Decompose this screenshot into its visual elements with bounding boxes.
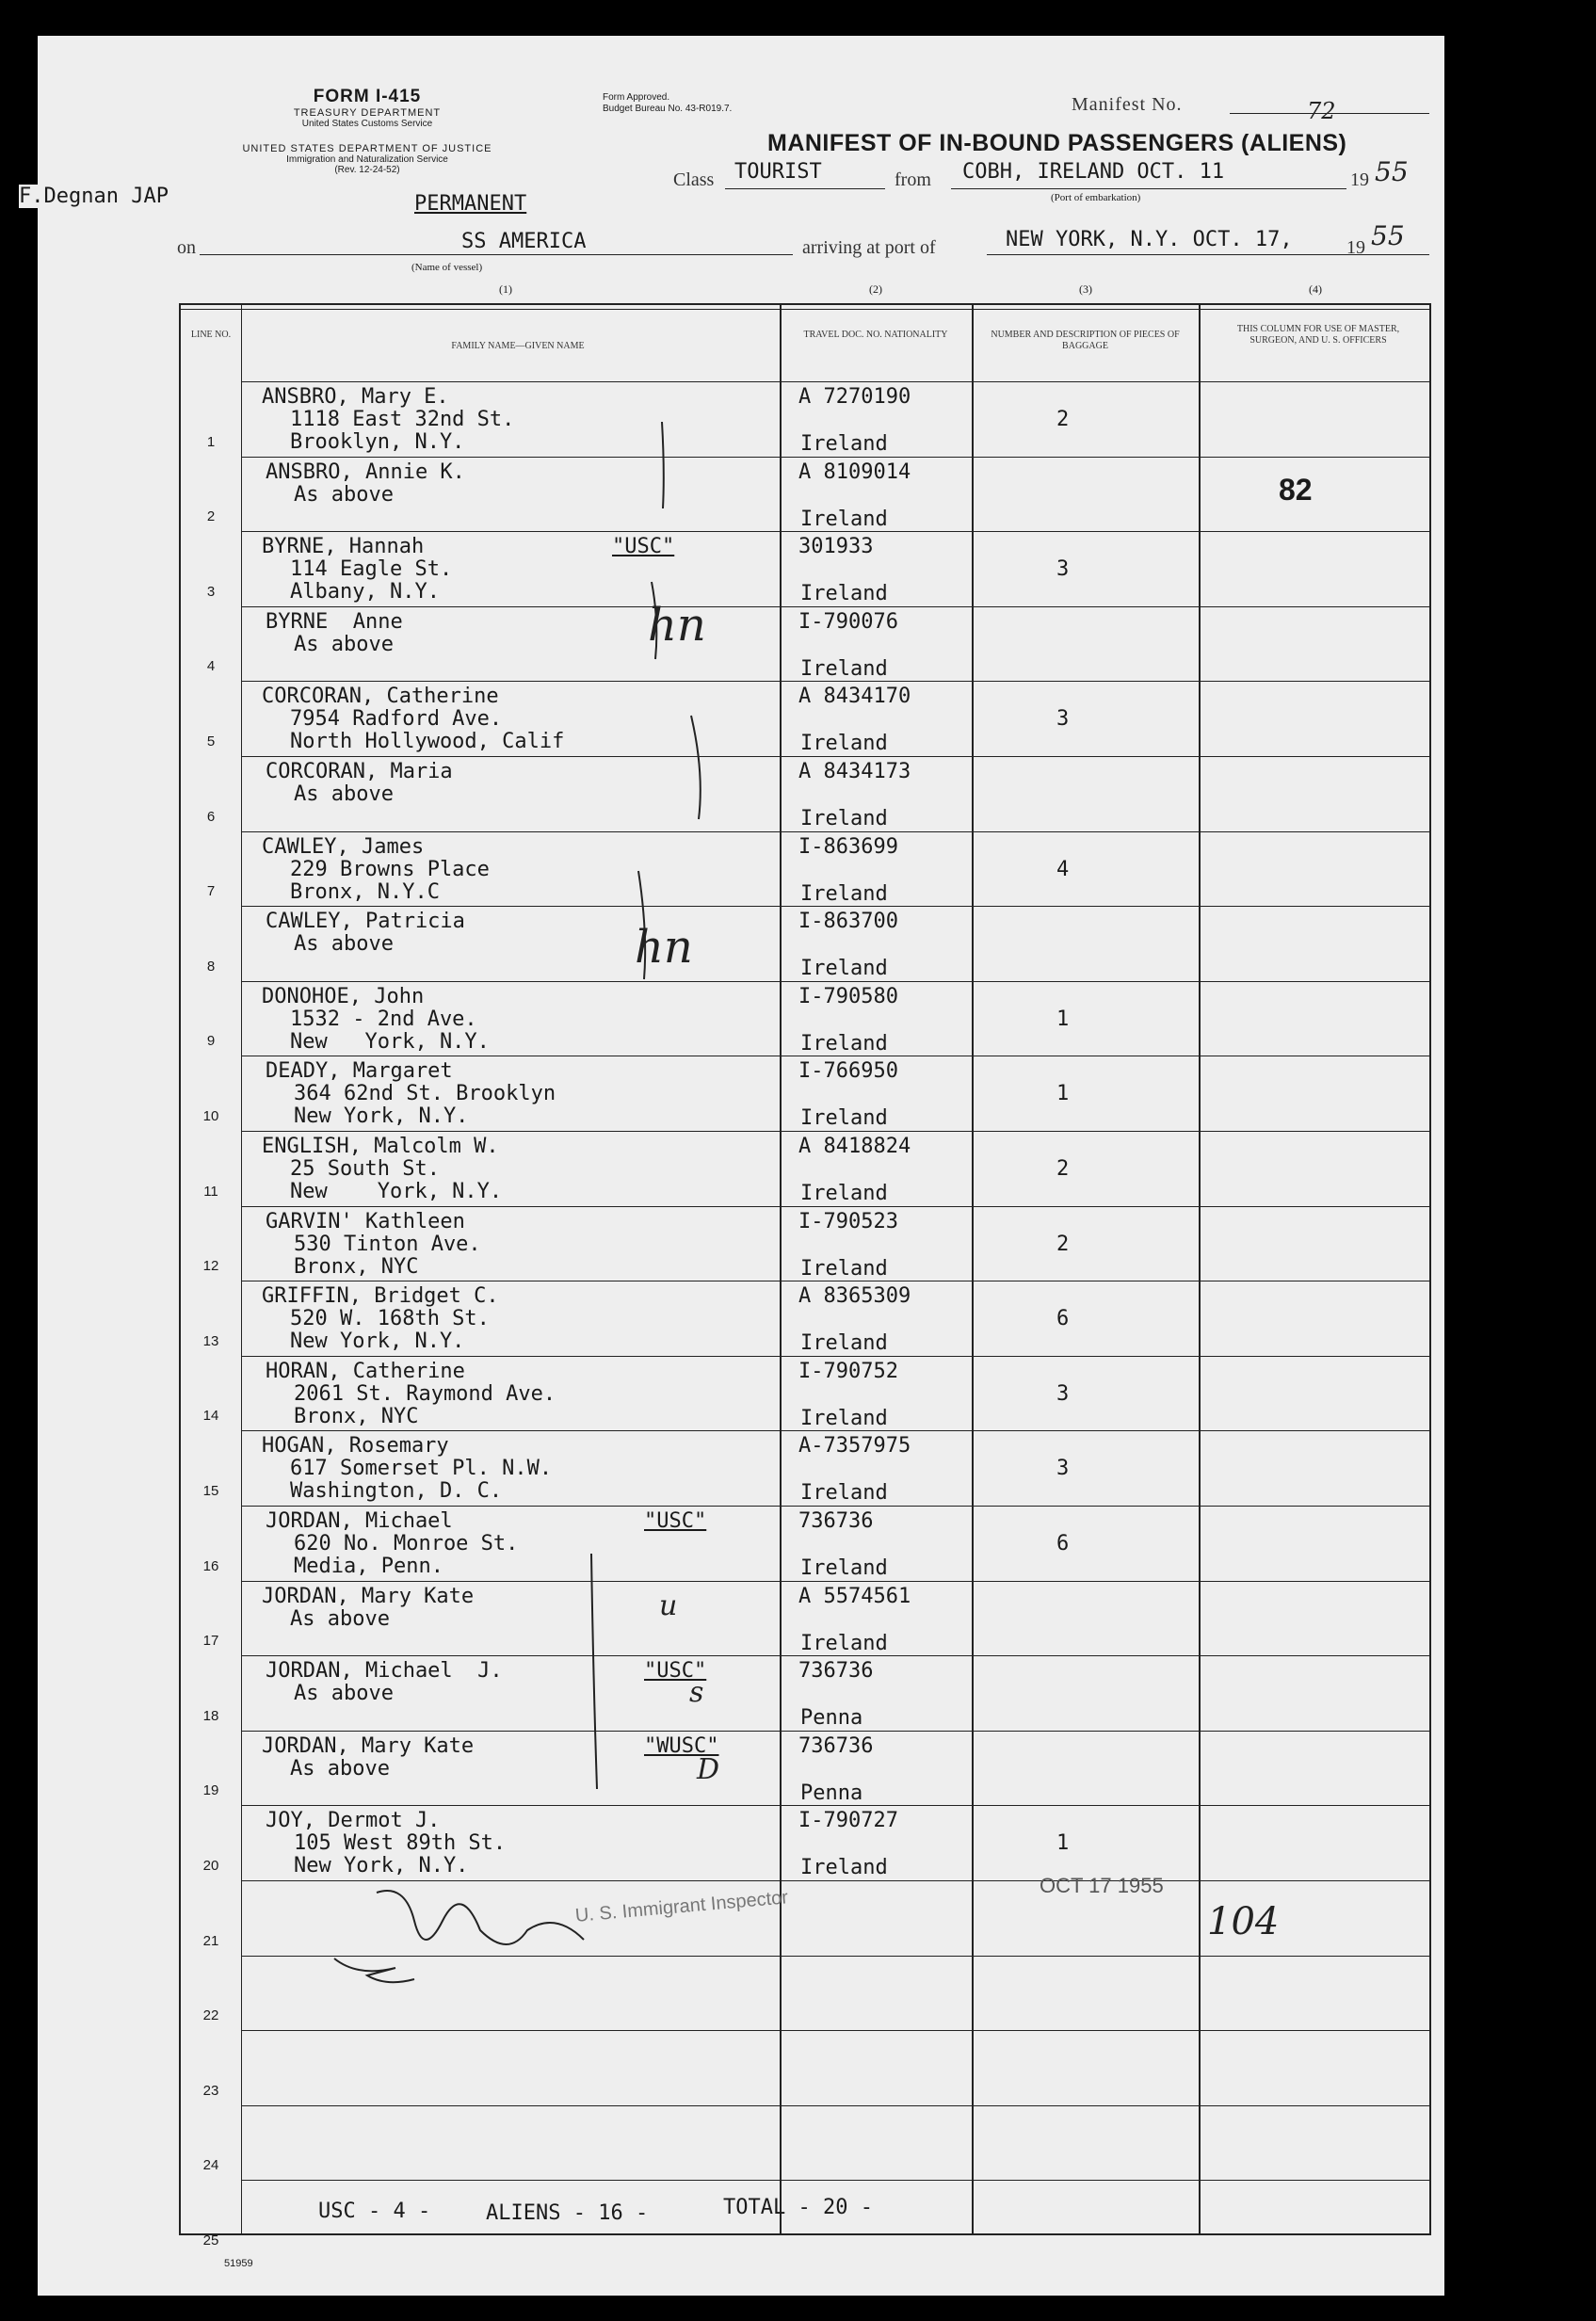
total-usc: USC - 4 -: [318, 2200, 431, 2223]
passenger-name: ENGLISH, Malcolm W.: [262, 1135, 499, 1158]
passenger-name: ANSBRO, Annie K.: [266, 460, 465, 484]
year-prefix: 19: [1350, 169, 1369, 190]
baggage-count: 3: [1056, 1457, 1070, 1480]
passenger-addr2: Bronx, NYC: [294, 1255, 419, 1279]
baggage-count: 2: [1056, 408, 1070, 431]
baggage-count: 6: [1056, 1307, 1070, 1330]
inspector-note: F.Degnan JAP: [19, 185, 169, 208]
line-number: 25: [202, 2232, 219, 2248]
passenger-name: JORDAN, Mary Kate: [262, 1734, 475, 1758]
baggage-count: 1: [1056, 1831, 1070, 1855]
permanent-label: PERMANENT: [414, 192, 527, 216]
passenger-addr1: As above: [294, 782, 394, 806]
passenger-name: HORAN, Catherine: [266, 1360, 465, 1383]
officer-mark: 82: [1279, 473, 1313, 507]
total-aliens: ALIENS - 16 -: [486, 2201, 649, 2225]
travel-doc-no: 736736: [798, 1734, 874, 1758]
passenger-addr1: 1118 East 32nd St.: [290, 408, 515, 431]
nationality: Ireland: [800, 1032, 888, 1056]
passenger-addr2: New York, N.Y.: [290, 1180, 503, 1203]
year2-prefix: 19: [1346, 237, 1365, 258]
passenger-name: GARVIN' Kathleen: [266, 1210, 465, 1233]
baggage-count: 3: [1056, 557, 1070, 581]
passenger-addr2: Media, Penn.: [294, 1555, 443, 1578]
header-name: FAMILY NAME—GIVEN NAME: [451, 341, 585, 351]
nationality: Ireland: [800, 1632, 888, 1655]
travel-doc-no: A 5574561: [798, 1585, 911, 1608]
nationality: Ireland: [800, 1407, 888, 1430]
passenger-addr1: 620 No. Monroe St.: [294, 1532, 519, 1555]
passenger-addr2: Bronx, NYC: [294, 1405, 419, 1428]
class-value: TOURIST: [734, 160, 822, 184]
header-travel-doc: TRAVEL DOC. NO. NATIONALITY: [803, 330, 948, 340]
header-line-no: LINE NO.: [190, 330, 232, 340]
arriving-value: NEW YORK, N.Y. OCT. 17,: [1006, 228, 1293, 251]
passenger-addr2: Brooklyn, N.Y.: [290, 430, 465, 454]
nationality: Penna: [800, 1781, 863, 1805]
handwritten-104: 104: [1207, 1900, 1280, 1943]
approval-line1: Form Approved.: [603, 92, 670, 103]
citizen-tag: "USC": [644, 1659, 707, 1683]
handwritten-hn-2: hn: [635, 921, 693, 974]
total-all: TOTAL - 20 -: [723, 2196, 873, 2219]
dept-customs: United States Customs Service: [301, 119, 433, 129]
nationality: Ireland: [800, 1182, 888, 1205]
col-num-1: (1): [499, 282, 512, 296]
line-number: 14: [202, 1408, 219, 1424]
line-number: 8: [206, 959, 216, 975]
travel-doc-no: A 8109014: [798, 460, 911, 484]
passenger-addr1: 105 West 89th St.: [294, 1831, 507, 1855]
passenger-name: BYRNE Anne: [266, 610, 403, 634]
arriving-label: arriving at port of: [802, 237, 936, 258]
nationality: Ireland: [800, 1481, 888, 1505]
passenger-name: JORDAN, Mary Kate: [262, 1585, 475, 1608]
baggage-count: 3: [1056, 707, 1070, 731]
travel-doc-no: I-766950: [798, 1059, 898, 1083]
passenger-name: HOGAN, Rosemary: [262, 1434, 449, 1458]
stamp-date: OCT 17 1955: [1040, 1874, 1164, 1897]
travel-doc-no: I-863699: [798, 835, 898, 859]
line-number: 19: [202, 1782, 219, 1798]
passenger-name: DONOHOE, John: [262, 985, 425, 1008]
year-value: 55: [1375, 156, 1409, 187]
travel-doc-no: 301933: [798, 535, 874, 558]
on-label: on: [177, 237, 196, 258]
passenger-name: CAWLEY, James: [262, 835, 425, 859]
baggage-count: 2: [1056, 1157, 1070, 1181]
passenger-addr1: 364 62nd St. Brooklyn: [294, 1082, 556, 1105]
approval-line2: Budget Bureau No. 43-R019.7.: [603, 104, 733, 114]
passenger-addr1: 2061 St. Raymond Ave.: [294, 1382, 556, 1406]
handwritten-d: D: [697, 1753, 720, 1786]
manifest-no-label: Manifest No.: [1072, 94, 1183, 115]
travel-doc-no: I-790752: [798, 1360, 898, 1383]
line-number: 4: [206, 658, 216, 674]
form-revision: (Rev. 12-24-52): [334, 165, 400, 175]
line-number: 12: [202, 1258, 219, 1274]
line-number: 17: [202, 1633, 219, 1649]
line-number: 11: [203, 1184, 218, 1200]
vessel-caption: (Name of vessel): [411, 262, 483, 273]
header-baggage: NUMBER AND DESCRIPTION OF PIECES OF BAGGAGE: [991, 330, 1180, 351]
passenger-name: CORCORAN, Maria: [266, 760, 453, 783]
col-num-4: (4): [1309, 282, 1322, 296]
line-number: 5: [206, 733, 216, 749]
dept-justice: UNITED STATES DEPARTMENT OF JUSTICE: [242, 143, 492, 154]
passenger-name: BYRNE, Hannah: [262, 535, 425, 558]
line-number: 15: [202, 1483, 219, 1499]
passenger-addr2: Washington, D. C.: [290, 1479, 503, 1503]
baggage-count: 6: [1056, 1532, 1070, 1555]
passenger-name: JORDAN, Michael: [266, 1509, 453, 1533]
nationality: Ireland: [800, 582, 888, 605]
baggage-count: 4: [1056, 858, 1070, 881]
travel-doc-no: 736736: [798, 1659, 874, 1683]
line-number: 22: [202, 2007, 219, 2023]
nationality: Ireland: [800, 1331, 888, 1355]
baggage-count: 1: [1056, 1007, 1070, 1031]
passenger-addr1: As above: [294, 633, 394, 656]
passenger-name: GRIFFIN, Bridget C.: [262, 1284, 499, 1308]
passenger-addr1: As above: [294, 1682, 394, 1705]
travel-doc-no: A 8434173: [798, 760, 911, 783]
nationality: Ireland: [800, 807, 888, 830]
inspector-stamp: U. S. Immigrant Inspector: [574, 1887, 789, 1926]
citizen-tag: "USC": [644, 1509, 707, 1533]
passenger-name: CAWLEY, Patricia: [266, 910, 465, 933]
baggage-count: 3: [1056, 1382, 1070, 1406]
passenger-addr1: As above: [290, 1607, 390, 1631]
line-number: 9: [206, 1033, 216, 1049]
passenger-addr2: New York, N.Y.: [294, 1854, 469, 1878]
passenger-addr1: As above: [294, 932, 394, 956]
travel-doc-no: I-863700: [798, 910, 898, 933]
passenger-addr1: 530 Tinton Ave.: [294, 1233, 481, 1256]
header-officers: THIS COLUMN FOR USE OF MASTER, SURGEON, AND U. S. OFFICERS: [1236, 324, 1400, 346]
manifest-no-value: 72: [1307, 98, 1336, 124]
passenger-addr2: Albany, N.Y.: [290, 580, 440, 604]
handwritten-hn-1: hn: [648, 599, 706, 652]
line-number: 1: [206, 434, 216, 450]
nationality: Ireland: [800, 657, 888, 681]
travel-doc-no: A-7357975: [798, 1434, 911, 1458]
passenger-addr2: New York, N.Y.: [294, 1104, 469, 1128]
line-number: 23: [202, 2083, 219, 2099]
nationality: Ireland: [800, 1106, 888, 1130]
line-number: 18: [202, 1708, 219, 1724]
travel-doc-no: I-790076: [798, 610, 898, 634]
passenger-name: DEADY, Margaret: [266, 1059, 453, 1083]
passenger-addr1: 617 Somerset Pl. N.W.: [290, 1457, 553, 1480]
nationality: Ireland: [800, 432, 888, 456]
passenger-name: JORDAN, Michael J.: [266, 1659, 503, 1683]
from-value: COBH, IRELAND OCT. 11: [962, 160, 1225, 184]
passenger-addr1: 229 Browns Place: [290, 858, 490, 881]
from-label: from: [895, 169, 931, 190]
passenger-addr2: North Hollywood, Calif: [290, 730, 565, 753]
travel-doc-no: I-790523: [798, 1210, 898, 1233]
passenger-addr2: New York, N.Y.: [290, 1330, 465, 1353]
passenger-name: CORCORAN, Catherine: [262, 685, 499, 708]
travel-doc-no: A 8365309: [798, 1284, 911, 1308]
nationality: Ireland: [800, 508, 888, 531]
year2-value: 55: [1371, 220, 1405, 251]
line-number: 21: [202, 1933, 219, 1949]
travel-doc-no: 736736: [798, 1509, 874, 1533]
form-number: FORM I-415: [313, 87, 422, 106]
passenger-addr2: New York, N.Y.: [290, 1030, 490, 1054]
passenger-addr1: 114 Eagle St.: [290, 557, 453, 581]
line-number: 10: [202, 1108, 219, 1124]
travel-doc-no: I-790580: [798, 985, 898, 1008]
dept-treasury: TREASURY DEPARTMENT: [293, 107, 442, 119]
handwritten-u: u: [659, 1589, 678, 1622]
baggage-count: 1: [1056, 1082, 1070, 1105]
class-label: Class: [673, 169, 715, 190]
travel-doc-no: A 8418824: [798, 1135, 911, 1158]
line-number: 13: [202, 1333, 219, 1349]
line-number: 16: [202, 1558, 219, 1574]
passenger-name: JOY, Dermot J.: [266, 1809, 441, 1832]
travel-doc-no: I-790727: [798, 1809, 898, 1832]
citizen-tag: "WUSC": [644, 1734, 719, 1758]
line-number: 20: [202, 1858, 219, 1874]
vessel-name: SS AMERICA: [461, 230, 587, 253]
form-code: 51959: [224, 2258, 253, 2269]
line-number: 3: [206, 584, 216, 600]
travel-doc-no: A 8434170: [798, 685, 911, 708]
citizen-tag: "USC": [612, 535, 675, 558]
nationality: Ireland: [800, 957, 888, 980]
travel-doc-no: A 7270190: [798, 385, 911, 409]
passenger-addr1: 1532 - 2nd Ave.: [290, 1007, 477, 1031]
line-number: 24: [202, 2157, 219, 2173]
nationality: Ireland: [800, 1257, 888, 1281]
passenger-addr1: As above: [290, 1757, 390, 1781]
baggage-count: 2: [1056, 1233, 1070, 1256]
nationality: Ireland: [800, 1856, 888, 1879]
nationality: Ireland: [800, 1556, 888, 1580]
line-number: 7: [206, 883, 216, 899]
line-number: 6: [206, 809, 216, 825]
dept-ins: Immigration and Naturalization Service: [286, 154, 448, 165]
col-num-3: (3): [1079, 282, 1092, 296]
port-caption: (Port of embarkation): [1051, 192, 1141, 203]
page-title: MANIFEST OF IN-BOUND PASSENGERS (ALIENS): [767, 130, 1347, 156]
passenger-addr1: As above: [294, 483, 394, 507]
passenger-addr1: 520 W. 168th St.: [290, 1307, 490, 1330]
passenger-addr1: 7954 Radford Ave.: [290, 707, 503, 731]
line-number: 2: [206, 508, 216, 524]
nationality: Ireland: [800, 732, 888, 755]
col-num-2: (2): [869, 282, 882, 296]
nationality: Penna: [800, 1706, 863, 1730]
nationality: Ireland: [800, 882, 888, 906]
passenger-name: ANSBRO, Mary E.: [262, 385, 449, 409]
passenger-addr2: Bronx, N.Y.C: [290, 880, 440, 904]
passenger-addr1: 25 South St.: [290, 1157, 440, 1181]
handwritten-s: s: [689, 1676, 704, 1709]
